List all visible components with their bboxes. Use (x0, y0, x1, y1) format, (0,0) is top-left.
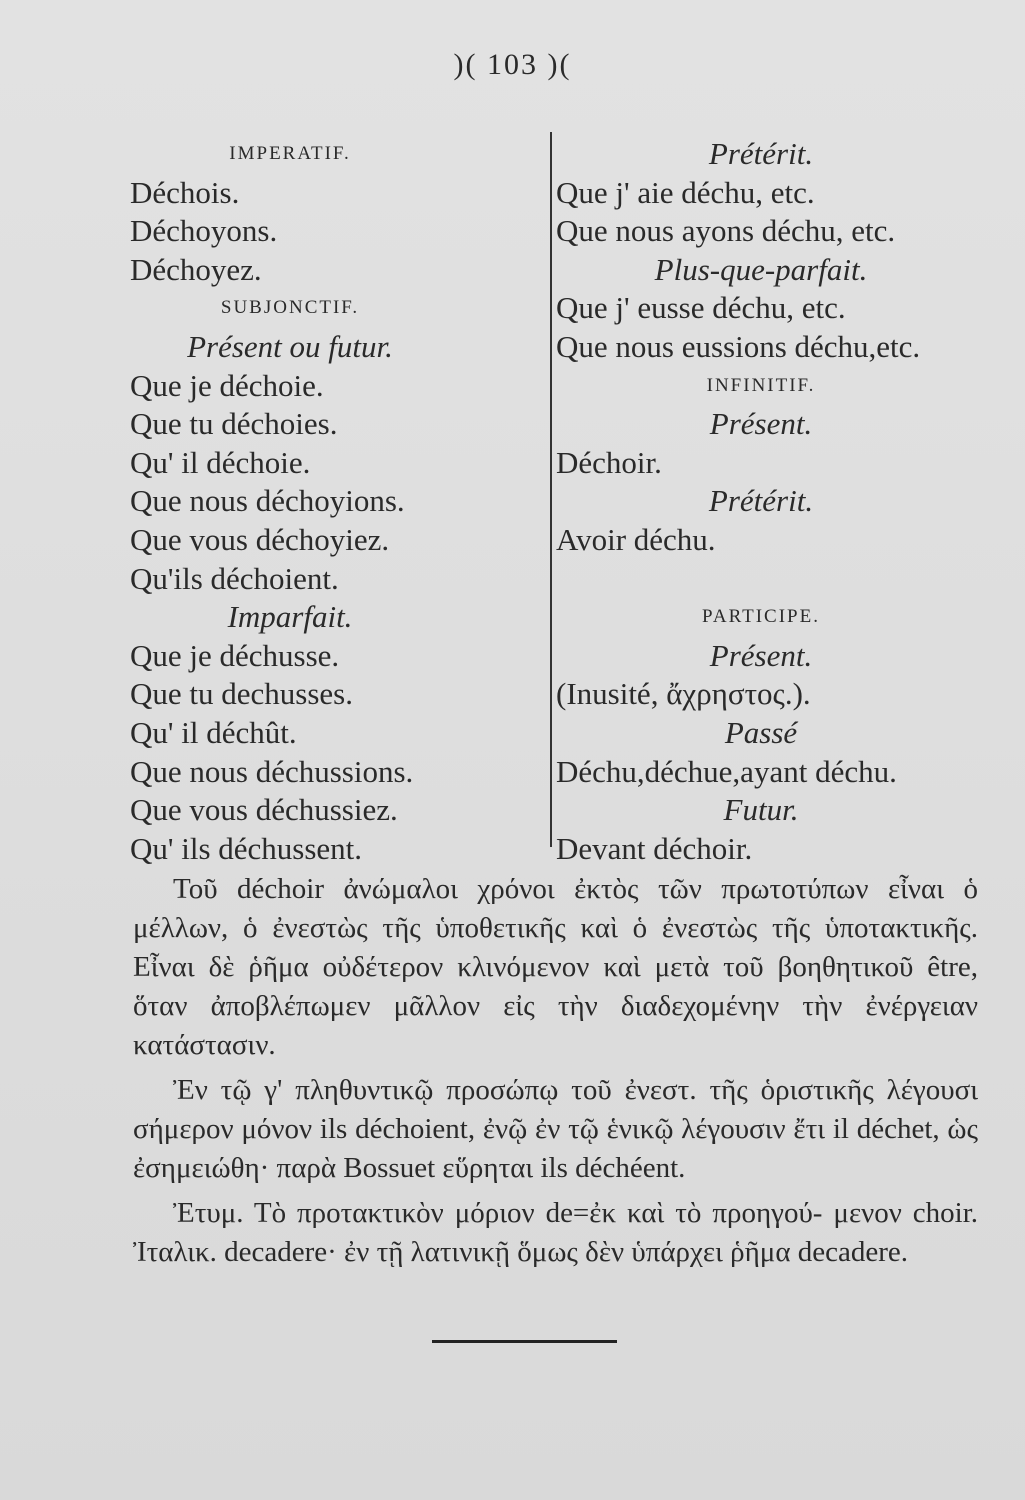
right-spacer (556, 560, 996, 599)
right-conjugation-line: Avoir déchu. (556, 521, 716, 557)
end-rule (432, 1340, 617, 1343)
right-conjugation-line: Que nous eussions déchu,etc. (556, 328, 921, 364)
right-conjugation-line: Déchu,déchue,ayant déchu. (556, 753, 897, 789)
left-conjugation-line: Qu'ils déchoient. (130, 560, 339, 596)
right-conjugation-line: Que j' eusse déchu, etc. (556, 290, 846, 326)
left-tense-heading: Présent ou futur. (187, 328, 393, 364)
paragraph-3 (133, 1194, 978, 1272)
right-section-heading: PARTICIPE. (702, 606, 820, 628)
right-conjugation-line: Que j' aie déchu, etc. (556, 174, 815, 210)
left-conjugation-line: Qu' ils déchussent. (130, 830, 363, 866)
page-number: )( 103 )( (453, 48, 572, 81)
left-conjugation-line: Que je déchoie. (130, 367, 324, 403)
right-tense-heading: Passé (724, 714, 798, 750)
right-tense-heading: Présent. (709, 637, 813, 673)
left-conjugation-column (130, 135, 540, 868)
right-conjugation-line: Déchoir. (556, 444, 662, 480)
right-conjugation-column (556, 135, 996, 868)
left-tense-heading: Imparfait. (227, 599, 353, 635)
left-conjugation-line: Que vous déchoyiez. (130, 521, 390, 557)
paragraph-2-first: Ἐν τῷ γ' πληθυντικῷ προσώπῳ τοῦ ἐνεστ. τῆς ὁριστικῆς (173, 1074, 874, 1106)
paragraph-3-first: Ἐτυμ. Τὸ προτακτικὸν μόριον de=ἐκ καὶ τὸ προηγού- (173, 1197, 823, 1229)
left-conjugation-line: Que nous déchussions. (130, 753, 414, 789)
right-tense-heading: Plus-que-parfait. (654, 251, 868, 287)
paragraph-1 (133, 870, 978, 1065)
left-conjugation-line: Que je déchusse. (130, 637, 340, 673)
left-conjugation-line: Déchois. (130, 174, 240, 210)
left-conjugation-line: Que tu dechusses. (130, 676, 353, 712)
paragraph-2-rest: λέγουσι σήμερον μόνον ils déchoient, ἐνῷ ἐν τῷ ἑνικῷ λέγουσιν ἔτι il déchet, ὡς ἐσημειώθη· παρὰ Bossuet εὕρηται ils déchéent. (133, 1074, 979, 1184)
left-conjugation-line: Que vous déchussiez. (130, 792, 398, 828)
left-conjugation-line: Que tu déchoies. (130, 406, 338, 442)
right-conjugation-line: Que nous ayons déchu, etc. (556, 213, 896, 249)
left-conjugation-line: Déchoyons. (130, 213, 278, 249)
paragraph-2 (133, 1071, 978, 1188)
left-conjugation-line: Que nous déchoyions. (130, 483, 405, 519)
column-divider (550, 132, 552, 847)
right-section-heading: INFINITIF. (706, 374, 816, 396)
right-tense-heading: Prétérit. (708, 483, 814, 519)
commentary-text (133, 870, 978, 1278)
right-tense-heading: Prétérit. (708, 136, 814, 171)
paragraph-3-rest: μενον choir. Ἰταλικ. decadere· ἐν τῇ λατινικῇ ὅμως δὲν ὑπάρχει ῥῆμα decadere. (133, 1197, 978, 1268)
left-conjugation-line: Qu' il déchoie. (130, 444, 311, 480)
right-tense-heading: Futur. (723, 792, 799, 828)
paragraph-1-rest: ὁ μέλλων, ὁ ἐνεστὼς τῆς ὑποθετικῆς καὶ ὁ ἐνεστὼς τῆς ὑποτακτικῆς. Εἶναι δὲ ῥῆμα οὐδέτερον κλινόμενον καὶ μετὰ τοῦ βοηθητικοῦ être, ὅταν ἀποβλέπωμεν μᾶλλον εἰς τὴν διαδεχομένην τὴν ἐνέργειαν κατάστασιν. (133, 873, 978, 1061)
right-conjugation-line: (Inusité, ἄχρηστος.). (556, 676, 811, 712)
left-conjugation-line: Qu' il déchût. (130, 714, 297, 750)
right-tense-heading: Présent. (709, 406, 813, 442)
left-section-heading: SUBJONCTIF. (220, 297, 360, 319)
left-section-heading: IMPERATIF. (229, 143, 351, 164)
left-conjugation-line: Déchoyez. (130, 251, 262, 287)
paragraph-1-first: Τοῦ déchoir ἀνώμαλοι χρόνοι ἐκτὸς τῶν πρωτοτύπων εἶναι (173, 873, 945, 905)
right-conjugation-line: Devant déchoir. (556, 830, 753, 866)
